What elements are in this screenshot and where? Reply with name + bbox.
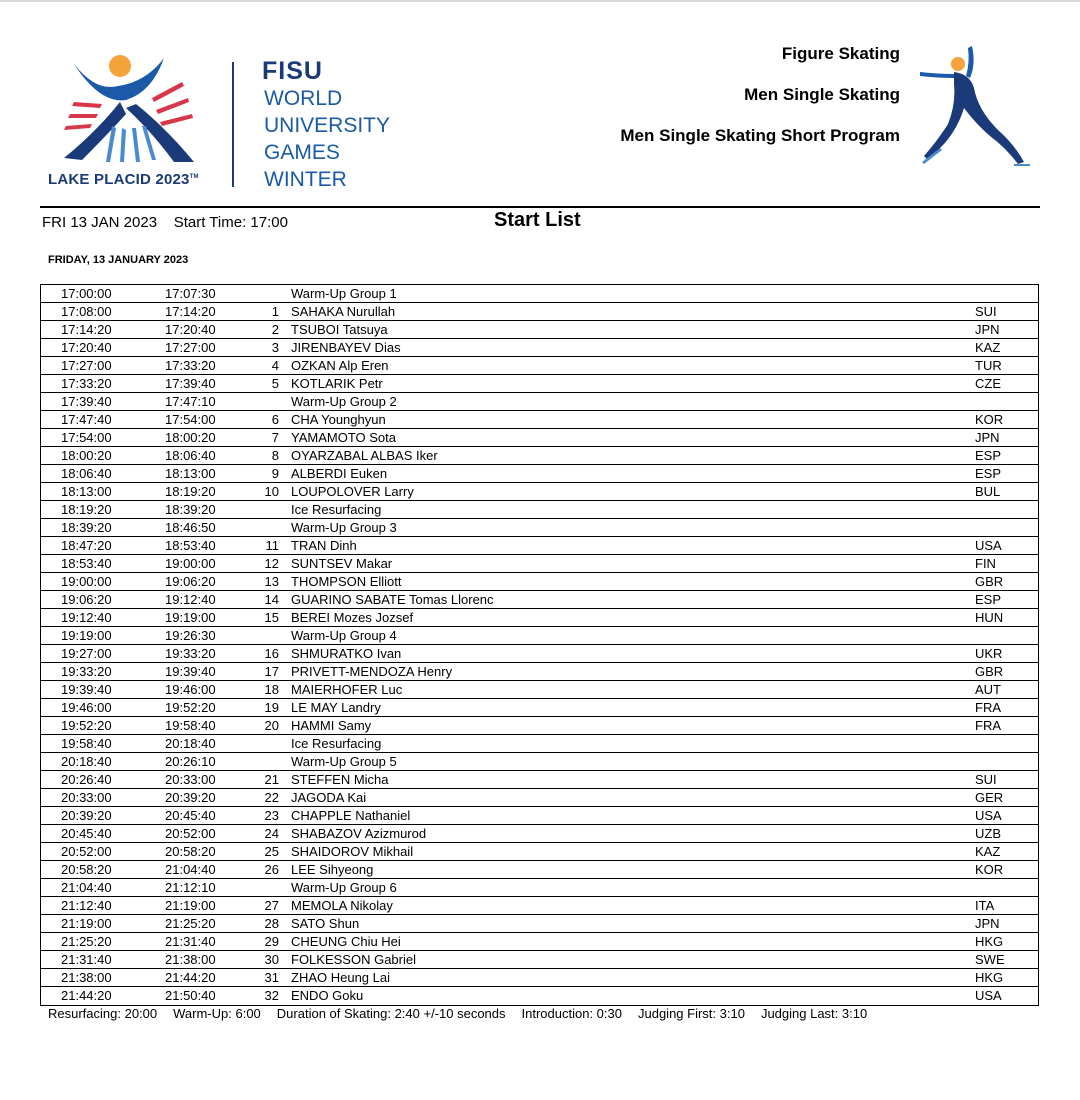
skater-name-cell: ALBERDI Euken [291,466,388,481]
start-number-cell: 20 [264,718,279,733]
logo-line-winter: WINTER [264,168,347,191]
start-time-cell: 17:00:00 [61,286,112,301]
start-number-cell: 22 [264,790,279,805]
nation-cell: FRA [975,718,1001,733]
start-time-cell: 19:19:00 [61,628,112,643]
nation-cell: FIN [975,556,996,571]
table-row [41,861,1038,879]
start-number-cell: 3 [271,340,279,355]
nation-cell: JPN [975,430,1000,445]
start-time-cell: 20:33:00 [61,790,112,805]
page-title: Start List [494,209,581,231]
skater-name-cell: TRAN Dinh [291,538,357,553]
end-time-cell: 21:38:00 [165,952,216,967]
skater-name-cell: OYARZABAL ALBAS Iker [291,448,438,463]
start-time-cell: 17:47:40 [61,412,112,427]
nation-cell: JPN [975,322,1000,337]
discipline-title: Figure Skating [781,44,900,63]
end-time-cell: 17:54:00 [165,412,216,427]
table-row [41,321,1038,339]
logo-place-text: LAKE PLACID 2023™ [48,171,199,188]
skater-name-cell: SAHAKA Nurullah [291,304,396,319]
day-heading: FRIDAY, 13 JANUARY 2023 [48,254,189,266]
start-time-cell: 18:00:20 [61,448,112,463]
start-number-cell: 21 [264,772,279,787]
start-number-cell: 6 [271,412,279,427]
header-rule [40,206,1040,208]
nation-cell: TUR [975,358,1002,373]
skater-name-cell: GUARINO SABATE Tomas Llorenc [291,592,494,607]
table-row [41,699,1038,717]
start-number-cell: 12 [264,556,279,571]
skater-name-cell: BEREI Mozes Jozsef [291,610,414,625]
nation-cell: KAZ [975,844,1001,859]
start-time-cell: 19:27:00 [61,646,112,661]
nation-cell: KAZ [975,340,1001,355]
table-row [41,573,1038,591]
skater-name-cell: Warm-Up Group 5 [291,754,397,769]
start-time-cell: 17:39:40 [61,394,112,409]
start-time-cell: 18:06:40 [61,466,112,481]
end-time-cell: 20:58:20 [165,844,216,859]
skater-name-cell: Warm-Up Group 2 [291,394,397,409]
start-time-cell: 21:19:00 [61,916,112,931]
nation-cell: USA [975,538,1002,553]
start-time-cell: 17:33:20 [61,376,112,391]
end-time-cell: 18:00:20 [165,430,216,445]
skater-name-cell: SATO Shun [291,916,360,931]
start-time-cell: 18:19:20 [61,502,112,517]
start-time-cell: 19:52:20 [61,718,112,733]
footer-judging-last: Judging Last: 3:10 [760,1006,868,1021]
start-number-cell: 4 [271,358,279,373]
nation-cell: UKR [975,646,1003,661]
start-time-cell: 17:54:00 [61,430,112,445]
table-row [41,879,1038,897]
end-time-cell: 20:18:40 [165,736,216,751]
table-row [41,447,1038,465]
table-row [41,753,1038,771]
end-time-cell: 17:27:00 [165,340,216,355]
skater-name-cell: THOMPSON Elliott [291,574,402,589]
logo-line-games: GAMES [264,141,340,164]
end-time-cell: 18:46:50 [165,520,216,535]
table-row [41,915,1038,933]
footer-warmup: Warm-Up: 6:00 [173,1006,261,1021]
start-number-cell: 23 [264,808,279,823]
skater-name-cell: JIRENBAYEV Dias [291,340,401,355]
table-row [41,771,1038,789]
start-time-cell: 17:27:00 [61,358,112,373]
table-row [41,285,1038,303]
start-number-cell: 1 [271,304,279,319]
start-number-cell: 17 [264,664,279,679]
end-time-cell: 17:47:10 [165,394,216,409]
start-time-cell: 21:44:20 [61,988,112,1003]
start-number-cell: 13 [264,574,279,589]
nation-cell: UZB [975,826,1001,841]
skater-name-cell: MAIERHOFER Luc [291,682,403,697]
table-row [41,555,1038,573]
table-row [41,591,1038,609]
skater-name-cell: LEE Sihyeong [291,862,374,877]
nation-cell: ESP [975,592,1002,607]
nation-cell: ITA [975,898,995,913]
end-time-cell: 19:58:40 [165,718,216,733]
end-time-cell: 19:06:20 [165,574,216,589]
table-row [41,681,1038,699]
table-row [41,807,1038,825]
skater-name-cell: OZKAN Alp Eren [291,358,389,373]
table-row [41,411,1038,429]
start-time-cell: 18:39:20 [61,520,112,535]
logo-line-university: UNIVERSITY [264,114,391,137]
start-time-cell: 20:18:40 [61,754,112,769]
start-number-cell: 19 [264,700,279,715]
start-number-cell: 31 [264,970,279,985]
end-time-cell: 17:20:40 [165,322,216,337]
figure-skater-icon [918,44,1033,169]
start-number-cell: 25 [264,844,279,859]
end-time-cell: 17:33:20 [165,358,216,373]
table-row [41,663,1038,681]
end-time-cell: 18:06:40 [165,448,216,463]
end-time-cell: 19:19:00 [165,610,216,625]
end-time-cell: 20:52:00 [165,826,216,841]
table-row [41,843,1038,861]
nation-cell: BUL [975,484,1001,499]
start-time-cell: 17:20:40 [61,340,112,355]
skater-name-cell: FOLKESSON Gabriel [291,952,416,967]
start-time-cell: 19:39:40 [61,682,112,697]
nation-cell: HKG [975,970,1004,985]
skater-name-cell: Warm-Up Group 4 [291,628,397,643]
end-time-cell: 18:39:20 [165,502,216,517]
start-number-cell: 2 [271,322,279,337]
nation-cell: HKG [975,934,1004,949]
end-time-cell: 21:25:20 [165,916,216,931]
start-time-cell: 19:06:20 [61,592,112,607]
table-row [41,375,1038,393]
table-row [41,789,1038,807]
start-number-cell: 29 [264,934,279,949]
table-row [41,717,1038,735]
end-time-cell: 18:53:40 [165,538,216,553]
skater-name-cell: CHA Younghyun [291,412,386,427]
start-list-table [40,284,1039,1006]
skater-name-cell: ZHAO Heung Lai [291,970,390,985]
start-number-cell: 24 [264,826,279,841]
skater-name-cell: HAMMI Samy [291,718,372,733]
nation-cell: SUI [975,772,997,787]
end-time-cell: 21:19:00 [165,898,216,913]
nation-cell: SWE [975,952,1005,967]
skater-name-cell: YAMAMOTO Sota [291,430,396,445]
skater-name-cell: Warm-Up Group 6 [291,880,397,895]
logo-line-world: WORLD [264,87,343,110]
end-time-cell: 19:00:00 [165,556,216,571]
lake-placid-logo-icon [56,52,206,170]
start-number-cell: 10 [264,484,279,499]
skater-name-cell: SHAIDOROV Mikhail [291,844,414,859]
nation-cell: CZE [975,376,1001,391]
start-number-cell: 9 [271,466,279,481]
start-time-cell: 20:45:40 [61,826,112,841]
skater-name-cell: Ice Resurfacing [291,502,382,517]
end-time-cell: 17:39:40 [165,376,216,391]
start-time-cell: 19:33:20 [61,664,112,679]
table-row [41,357,1038,375]
start-number-cell: 15 [264,610,279,625]
start-number-cell: 14 [264,592,279,607]
nation-cell: AUT [975,682,1001,697]
start-number-cell: 26 [264,862,279,877]
start-time-cell: 18:13:00 [61,484,112,499]
start-time-cell: 20:58:20 [61,862,112,877]
skater-name-cell: CHEUNG Chiu Hei [291,934,401,949]
start-number-cell: 28 [264,916,279,931]
skater-name-cell: STEFFEN Micha [291,772,389,787]
table-row [41,519,1038,537]
table-row [41,645,1038,663]
start-time-cell: 20:52:00 [61,844,112,859]
nation-cell: GBR [975,574,1004,589]
table-row [41,987,1038,1005]
start-time-cell: 21:25:20 [61,934,112,949]
end-time-cell: 19:39:40 [165,664,216,679]
footer-duration: Duration of Skating: 2:40 +/-10 seconds [276,1006,506,1021]
table-row [41,825,1038,843]
start-time-cell: 20:26:40 [61,772,112,787]
start-time-cell: 21:04:40 [61,880,112,895]
skater-name-cell: SUNTSEV Makar [291,556,393,571]
end-time-cell: 19:52:20 [165,700,216,715]
start-number-cell: 32 [264,988,279,1003]
nation-cell: GER [975,790,1004,805]
start-time-cell: 19:12:40 [61,610,112,625]
end-time-cell: 21:31:40 [165,934,216,949]
start-number-cell: 16 [264,646,279,661]
skater-name-cell: SHABAZOV Azizmurod [291,826,427,841]
start-time-cell: 19:46:00 [61,700,112,715]
start-number-cell: 18 [264,682,279,697]
skater-name-cell: Warm-Up Group 3 [291,520,397,535]
table-row [41,627,1038,645]
table-row [41,303,1038,321]
start-time-cell: 19:00:00 [61,574,112,589]
end-time-cell: 17:14:20 [165,304,216,319]
end-time-cell: 21:44:20 [165,970,216,985]
end-time-cell: 19:33:20 [165,646,216,661]
segment-title: Men Single Skating Short Program [620,126,900,145]
end-time-cell: 19:12:40 [165,592,216,607]
table-row [41,393,1038,411]
date-and-start-time [42,214,288,231]
footer-introduction: Introduction: 0:30 [521,1006,622,1021]
footer-judging-first: Judging First: 3:10 [637,1006,745,1021]
end-time-cell: 21:50:40 [165,988,216,1003]
start-time-cell: 21:12:40 [61,898,112,913]
start-number-cell: 8 [271,448,279,463]
end-time-cell: 21:12:10 [165,880,216,895]
end-time-cell: 19:26:30 [165,628,216,643]
nation-cell: SUI [975,304,997,319]
skater-name-cell: LOUPOLOVER Larry [291,484,414,499]
table-row [41,429,1038,447]
start-time: Start Time: 17:00 [173,214,288,231]
top-border [0,0,1080,2]
event-date: FRI 13 JAN 2023 [42,214,158,231]
start-number-cell: 11 [265,538,279,553]
skater-name-cell: Ice Resurfacing [291,736,382,751]
start-time-cell: 21:38:00 [61,970,112,985]
footer-resurfacing: Resurfacing: 20:00 [48,1006,158,1021]
table-row [41,339,1038,357]
end-time-cell: 19:46:00 [165,682,216,697]
nation-cell: ESP [975,466,1002,481]
end-time-cell: 18:13:00 [165,466,216,481]
skater-name-cell: JAGODA Kai [291,790,367,805]
start-time-cell: 19:58:40 [61,736,112,751]
table-row [41,537,1038,555]
table-row [41,897,1038,915]
start-time-cell: 18:53:40 [61,556,112,571]
start-time-cell: 17:08:00 [61,304,112,319]
nation-cell: USA [975,988,1002,1003]
table-row [41,951,1038,969]
logo-divider [232,62,234,187]
skater-name-cell: PRIVETT-MENDOZA Henry [291,664,453,679]
end-time-cell: 18:19:20 [165,484,216,499]
table-row [41,483,1038,501]
event-title: Men Single Skating [744,85,900,104]
skater-name-cell: KOTLARIK Petr [291,376,383,391]
nation-cell: FRA [975,700,1001,715]
start-time-cell: 17:14:20 [61,322,112,337]
nation-cell: KOR [975,412,1004,427]
timing-footer [48,1006,883,1021]
table-row [41,735,1038,753]
table-row [41,465,1038,483]
end-time-cell: 17:07:30 [165,286,216,301]
nation-cell: HUN [975,610,1004,625]
start-number-cell: 27 [264,898,279,913]
nation-cell: KOR [975,862,1004,877]
nation-cell: ESP [975,448,1002,463]
nation-cell: JPN [975,916,1000,931]
nation-cell: USA [975,808,1002,823]
table-row [41,501,1038,519]
skater-name-cell: SHMURATKO Ivan [291,646,402,661]
end-time-cell: 20:39:20 [165,790,216,805]
skater-name-cell: CHAPPLE Nathaniel [291,808,411,823]
start-number-cell: 30 [264,952,279,967]
end-time-cell: 20:45:40 [165,808,216,823]
skater-name-cell: ENDO Goku [291,988,364,1003]
start-time-cell: 20:39:20 [61,808,112,823]
end-time-cell: 20:33:00 [165,772,216,787]
fisu-logo-text: FISU [262,57,323,85]
trademark-mark: TM [189,174,199,180]
nation-cell: GBR [975,664,1004,679]
table-row [41,933,1038,951]
skater-name-cell: Warm-Up Group 1 [291,286,397,301]
end-time-cell: 20:26:10 [165,754,216,769]
start-number-cell: 5 [271,376,279,391]
start-number-cell: 7 [271,430,279,445]
table-row [41,609,1038,627]
start-time-cell: 21:31:40 [61,952,112,967]
skater-name-cell: LE MAY Landry [291,700,381,715]
end-time-cell: 21:04:40 [165,862,216,877]
skater-name-cell: MEMOLA Nikolay [291,898,393,913]
skater-name-cell: TSUBOI Tatsuya [291,322,388,337]
start-time-cell: 18:47:20 [61,538,112,553]
table-row [41,969,1038,987]
